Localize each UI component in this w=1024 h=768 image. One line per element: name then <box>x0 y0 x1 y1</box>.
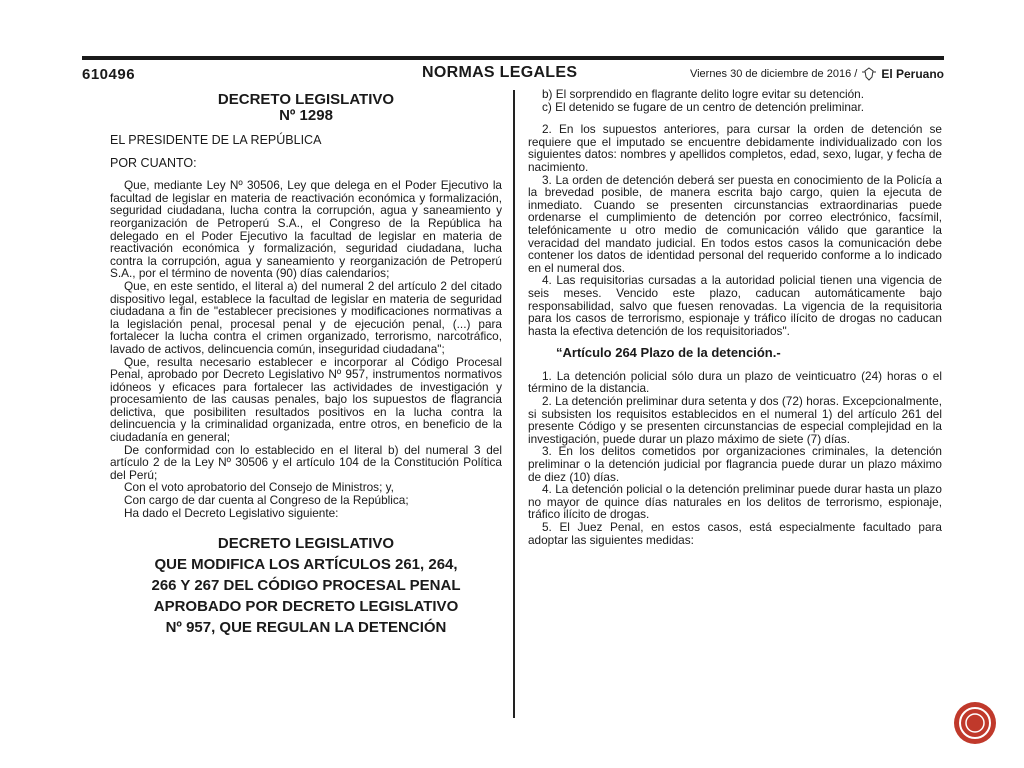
paragraph: Que, mediante Ley Nº 30506, Ley que delega en el Poder Ejecutivo la facultad de legislar en materia de reactivación económica y formalización, seguridad ciudadana, lucha contra la corrupción, agua y saneamiento y reorganización de Petroperú S.A., el Congreso de la República ha delegado en el Poder Ejecutivo la facultad de legislar en materia de reactivación económica y formalización, seguridad ciudadana, lucha contra la corrupción, agua y saneamiento y reorganización de Petroperú S.A., por el término de noventa (90) días calendarios; <box>110 178 502 281</box>
paragraph: 3. La orden de detención deberá ser puesta en conocimiento de la Policía a la brevedad posible, de manera escrita bajo cargo, quien la ejecuta de inmediato. Cuando se presenten circunstancias extraordinarias puede ordenarse el cumplimiento de detención por correo electrónico, facsímil, telefónicamente u otro medio de comunicación válido que garantice la veracidad del mandato judicial. En todos estos casos la comunicación debe contener los datos de identidad personal del requerido conforme a lo indicado en el numeral dos. <box>528 172 942 275</box>
paragraph: De conformidad con lo establecido en el literal b) del numeral 3 del artículo 2 de la Ley Nº 30506 y el artículo 104 de la Constitución Política del Perú; <box>110 442 502 482</box>
paragraph: Con el voto aprobatorio del Consejo de Ministros; y, <box>124 480 394 495</box>
paragraph: c) El detenido se fugare de un centro de detención preliminar. <box>542 99 864 114</box>
paragraph: Que, resulta necesario establecer e incorporar al Código Procesal Penal, aprobado por Decreto Legislativo Nº 957, instrumentos normativos idóneos y eficaces para fortalecer las actividades de investigación y procesamiento de las causas penales, bajo los supuestos de flagrancia delictiva, que posibiliten resultados positivos en la lucha contra la delincuencia y la criminalidad organizada, entre otros, en beneficio de la ciudadanía en general; <box>110 354 502 445</box>
paragraph: 2. En los supuestos anteriores, para cursar la orden de detención se requiere que el imputado se encuentre debidamente individualizado con los siguientes datos: nombres y apellidos completos, edad, sexo, lugar, y fecha de nacimiento. <box>528 122 942 174</box>
paragraph: 4. La detención policial o la detención preliminar puede durar hasta un plazo no mayor de quince días naturales en los delitos de terrorismo, espionaje, tráfico ilícito de drogas. <box>528 482 942 522</box>
decree-heading-line: DECRETO LEGISLATIVO <box>217 535 395 553</box>
dateline <box>690 67 944 81</box>
paragraph: 3. En los delitos cometidos por organizaciones criminales, la detención preliminar o la detención judicial por flagrancia puede durar un plazo máximo de diez (10) días. <box>528 444 942 484</box>
decree-heading-line: QUE MODIFICA LOS ARTÍCULOS 261, 264, <box>154 556 458 574</box>
president-line: EL PRESIDENTE DE LA REPÚBLICA <box>110 133 322 147</box>
paragraph: Ha dado el Decreto Legislativo siguiente: <box>124 505 339 520</box>
paragraph: Que, en este sentido, el literal a) del numeral 2 del artículo 2 del citado dispositivo legal, establece la facultad de legislar en materia de seguridad ciudadana a fin de "establecer precisiones y modificaciones normativas a la legislación penal, procesal penal y de ejecución penal, (...) para fortalecer la lucha contra el crimen organizado, terrorismo, narcotráfico, lavado de activos, delincuencia común, inseguridad ciudadana"; <box>110 278 502 356</box>
issue-date: Viernes 30 de diciembre de 2016 / <box>689 68 858 80</box>
paragraph: 1. La detención policial sólo dura un plazo de veinticuatro (24) horas o el término de la distancia. <box>528 368 942 396</box>
right-column <box>528 88 942 546</box>
slide-corner-icon <box>952 700 998 746</box>
section-title: NORMAS LEGALES <box>422 64 578 81</box>
decree-heading <box>110 533 502 638</box>
paragraph: 4. Las requisitorias cursadas a la autoridad policial tienen una vigencia de seis meses. Vencido este plazo, caducan automáticamente bajo responsabilidad, salvo que fuesen renovadas. La vigencia de la requisitoria para los casos de terrorismo, espionaje y tráfico ilícito de drogas no caducan hasta la efectiva detención de los requisitoriados". <box>528 273 942 338</box>
por-cuanto: POR CUANTO: <box>110 155 197 170</box>
decree-number: Nº 1298 <box>279 107 333 124</box>
decree-heading-line: APROBADO POR DECRETO LEGISLATIVO <box>153 598 459 616</box>
decree-title <box>110 92 502 124</box>
page-number: 610496 <box>82 66 136 83</box>
decree-title-line: DECRETO LEGISLATIVO <box>217 91 395 108</box>
publication-name: El Peruano <box>881 67 944 81</box>
paragraph: 5. El Juez Penal, en estos casos, está especialmente facultado para adoptar las siguientes medidas: <box>528 520 942 547</box>
paragraph: 2. La detención preliminar dura setenta y dos (72) horas. Excepcionalmente, si subsisten los requisitos establecidos en el numeral 1) del artículo 261 del presente Código y se presenten circunstancias de especial complejidad en la investigación, puede durar un plazo máximo de siete (7) días. <box>528 394 942 446</box>
paragraph: b) El sorprendido en flagrante delito logre evitar su detención. <box>542 87 864 101</box>
column-divider <box>513 90 515 718</box>
decree-heading-line: 266 Y 267 DEL CÓDIGO PROCESAL PENAL <box>151 577 461 595</box>
article-title: “Artículo 264 Plazo de la detención.- <box>556 345 781 361</box>
paragraph: Con cargo de dar cuenta al Congreso de la República; <box>124 493 409 508</box>
left-column <box>110 92 502 638</box>
decree-heading-line: Nº 957, QUE REGULAN LA DETENCIÓN <box>165 619 447 637</box>
coat-of-arms-icon <box>861 67 877 81</box>
page-header <box>82 56 944 88</box>
